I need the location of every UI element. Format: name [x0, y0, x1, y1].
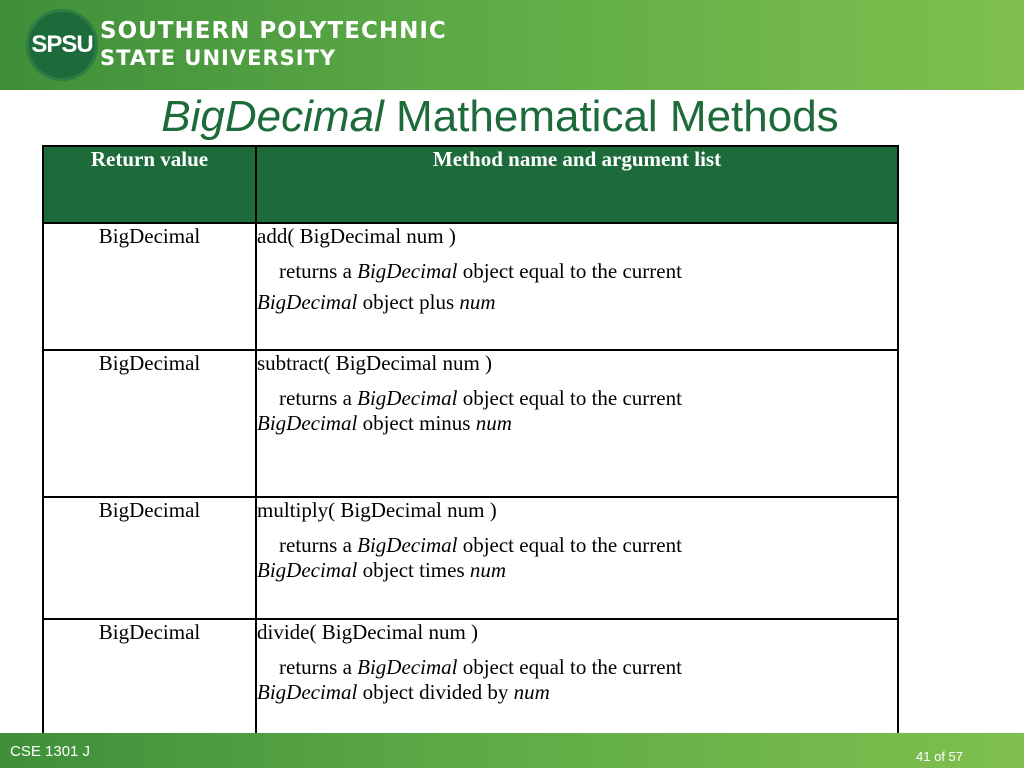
desc-prefix: returns a [279, 533, 358, 558]
table-header-row [43, 146, 898, 223]
method-description-cont [257, 411, 897, 436]
method-description [257, 655, 897, 680]
school-name-line2: STATE UNIVERSITY [100, 46, 337, 70]
desc2-arg: num [513, 680, 550, 705]
desc-middle: object equal to the current [457, 655, 682, 680]
slide-title-rest: Mathematical Methods [383, 92, 839, 141]
desc-prefix: returns a [279, 655, 358, 680]
desc2-type: BigDecimal [257, 558, 358, 583]
method-signature: add( BigDecimal num ) [257, 224, 456, 248]
desc-middle: object equal to the current [457, 259, 682, 284]
method-description [257, 386, 897, 411]
desc2-text: object times [357, 558, 470, 583]
header-band [0, 0, 1024, 90]
method-description [257, 259, 897, 284]
desc2-arg: num [469, 558, 507, 583]
table-row [43, 350, 898, 497]
page-number: 41 of 57 [916, 749, 963, 764]
method-signature: multiply( BigDecimal num ) [257, 498, 497, 522]
method-signature: divide( BigDecimal num ) [257, 620, 479, 644]
desc-prefix: returns a [279, 386, 358, 411]
method-description-cont [257, 680, 897, 705]
method-description [257, 533, 897, 558]
slide-title [0, 92, 1000, 142]
desc2-text: object plus [357, 290, 460, 315]
school-name-line1: SOUTHERN POLYTECHNIC [100, 18, 447, 44]
logo-text: SPSU [31, 31, 93, 58]
desc2-type: BigDecimal [257, 290, 358, 315]
desc-type: BigDecimal [357, 655, 458, 680]
desc-type: BigDecimal [357, 259, 458, 284]
method-signature: subtract( BigDecimal num ) [257, 351, 493, 375]
method-cell [256, 497, 898, 619]
desc2-text: object divided by [357, 680, 514, 705]
desc-type: BigDecimal [357, 533, 458, 558]
course-label: CSE 1301 J [10, 743, 91, 760]
spsu-logo [26, 9, 98, 81]
methods-table [42, 145, 899, 737]
method-cell [256, 619, 898, 736]
method-cell [256, 223, 898, 350]
return-value-cell: BigDecimal [43, 619, 256, 736]
return-value-cell: BigDecimal [43, 350, 256, 497]
desc-prefix: returns a [279, 259, 358, 284]
return-value-cell: BigDecimal [43, 223, 256, 350]
desc2-text: object minus [357, 411, 476, 436]
desc2-arg: num [475, 411, 512, 436]
desc2-type: BigDecimal [257, 411, 358, 436]
method-description-cont [257, 558, 897, 583]
table-row [43, 619, 898, 736]
desc-type: BigDecimal [357, 386, 458, 411]
desc-middle: object equal to the current [457, 386, 682, 411]
desc-middle: object equal to the current [457, 533, 682, 558]
desc2-type: BigDecimal [257, 680, 358, 705]
footer-band [0, 733, 1024, 768]
desc2-arg: num [459, 290, 496, 315]
column-header-return-value: Return value [43, 146, 256, 223]
column-header-method-name: Method name and argument list [256, 146, 898, 223]
table-row [43, 497, 898, 619]
table-row [43, 223, 898, 350]
return-value-cell: BigDecimal [43, 497, 256, 619]
method-cell [256, 350, 898, 497]
method-description-cont [257, 290, 897, 315]
slide-title-italic: BigDecimal [161, 92, 384, 141]
